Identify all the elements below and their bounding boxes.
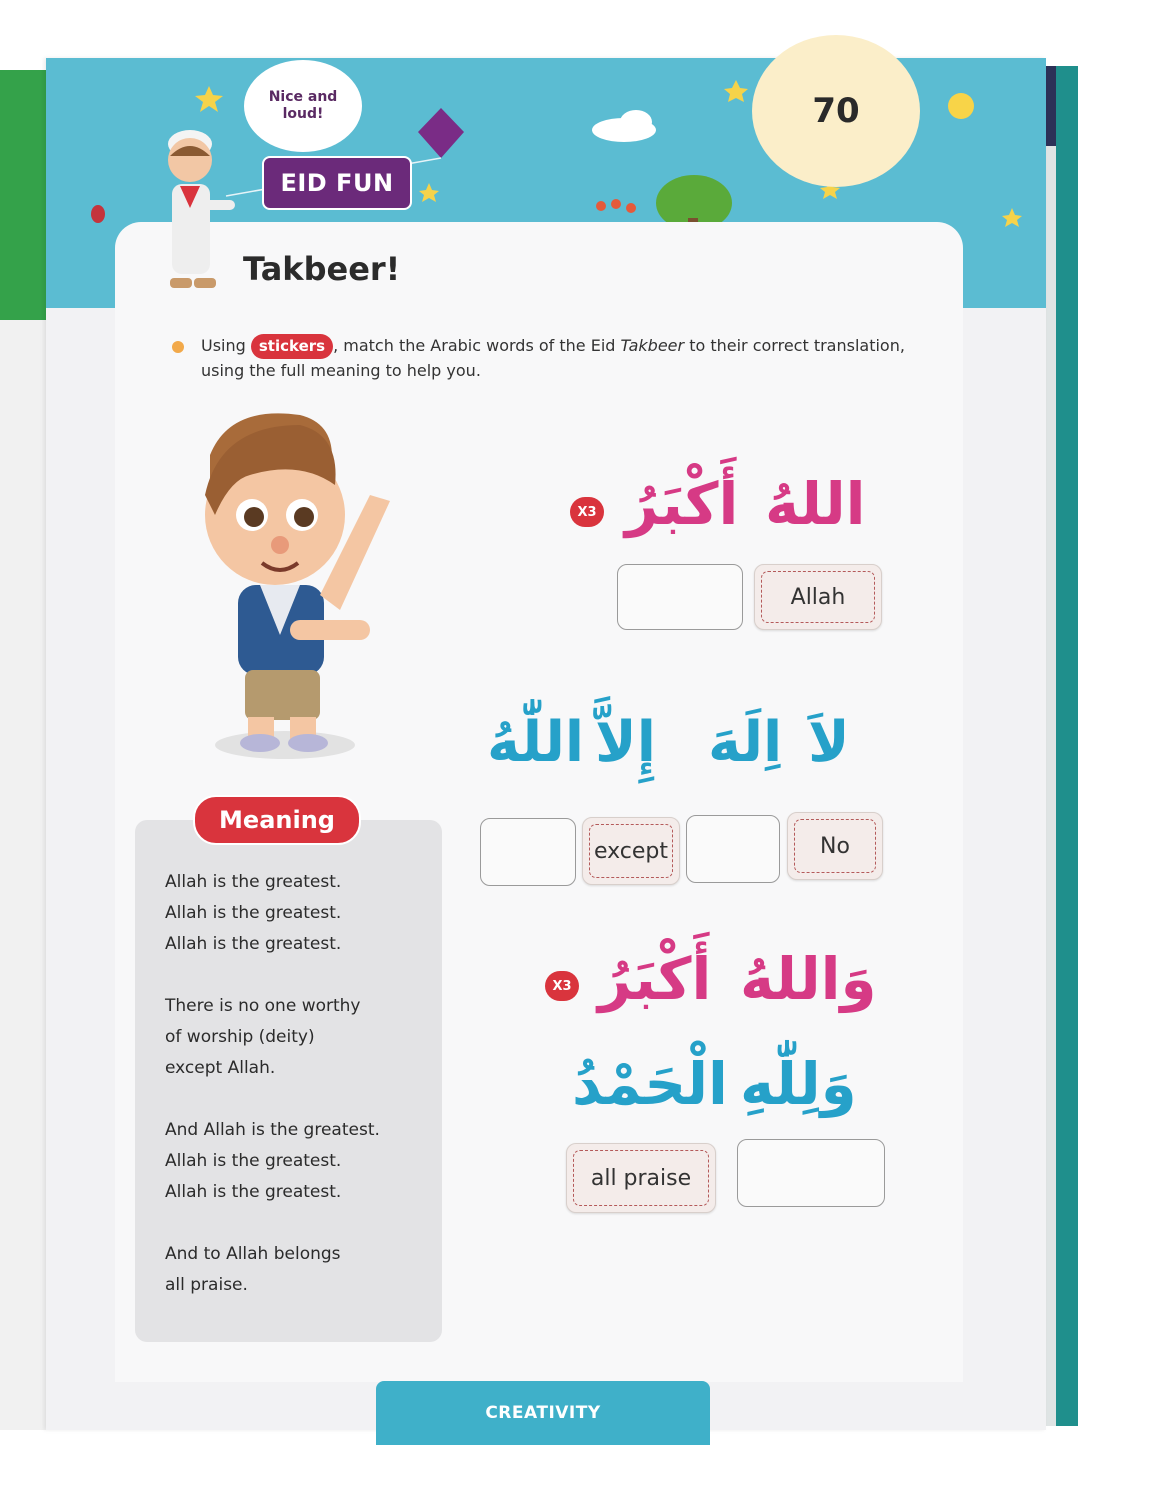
cover-edge	[1056, 66, 1078, 1426]
meaning-label: Meaning	[193, 795, 361, 845]
arabic-word-illa: إِلاَّ	[595, 710, 656, 775]
repeat-x3-badge: X3	[545, 971, 579, 1001]
sticker-slot-empty[interactable]	[737, 1139, 885, 1207]
meaning-line: Allah is the greatest.	[165, 872, 342, 892]
sticker-slot-empty[interactable]	[480, 818, 576, 886]
sticker-no[interactable]	[787, 812, 883, 880]
left-page-green-band	[0, 70, 48, 320]
arabic-word-ilaha: اِلَهَ	[708, 710, 783, 775]
bullet-icon	[172, 341, 184, 353]
arabic-word-allah: اللّٰهُ	[487, 710, 585, 775]
sticker-label: No	[794, 819, 876, 873]
meaning-line: There is no one worthy	[165, 996, 361, 1016]
footer-tab: CREATIVITY	[376, 1381, 710, 1445]
sticker-label: all praise	[573, 1150, 709, 1206]
repeat-x3-badge: X3	[570, 497, 604, 527]
arabic-word-la: لاَ	[808, 710, 850, 775]
meaning-line: Allah is the greatest.	[165, 1182, 342, 1202]
meaning-line: except Allah.	[165, 1058, 276, 1078]
boy-illustration	[190, 405, 420, 775]
section-tag: EID FUN	[262, 156, 412, 210]
sticker-slot-empty[interactable]	[617, 564, 743, 630]
speech-bubble: Nice and loud!	[244, 60, 362, 152]
sticker-allah[interactable]	[754, 564, 882, 630]
star-icon	[419, 183, 439, 202]
star-icon	[1002, 208, 1022, 227]
balloon-icon	[91, 205, 105, 223]
meaning-line: Allah is the greatest.	[165, 934, 342, 954]
meaning-line: And Allah is the greatest.	[165, 1120, 380, 1140]
star-icon	[195, 86, 223, 112]
stickers-pill: stickers	[251, 334, 333, 359]
sticker-except[interactable]	[582, 817, 680, 885]
instruction-text: Using stickers , match the Arabic words of the Eid Takbeer to their correct translation, using the full meaning to help you.	[201, 336, 905, 380]
boy-with-kite-illustration	[150, 118, 240, 298]
arabic-word-allah: اللهُ	[765, 470, 866, 538]
meaning-line: And to Allah belongs	[165, 1244, 341, 1264]
page-title: Takbeer!	[243, 250, 401, 288]
meaning-line: of worship (deity)	[165, 1027, 315, 1047]
sticker-label: except	[589, 824, 673, 878]
arabic-word-akbar: أَكْبَرُ	[625, 470, 739, 538]
sticker-slot-empty[interactable]	[686, 815, 780, 883]
kite-icon	[418, 108, 464, 158]
arabic-word-wallahu: وَاللهُ	[740, 945, 877, 1013]
star-icon	[724, 80, 748, 102]
page-number: 70	[752, 35, 920, 187]
meaning-line: Allah is the greatest.	[165, 1151, 342, 1171]
meaning-line: all praise.	[165, 1275, 248, 1295]
sticker-all-praise[interactable]	[566, 1143, 716, 1213]
arabic-word-alhamd: الْحَمْدُ	[572, 1050, 728, 1118]
meaning-line: Allah is the greatest.	[165, 903, 342, 923]
sun-icon	[948, 93, 974, 119]
arabic-word-akbar: أَكْبَرُ	[598, 945, 712, 1013]
arabic-word-walillahi: وَلِلّٰهِ	[740, 1050, 857, 1118]
sticker-label: Allah	[761, 571, 875, 623]
